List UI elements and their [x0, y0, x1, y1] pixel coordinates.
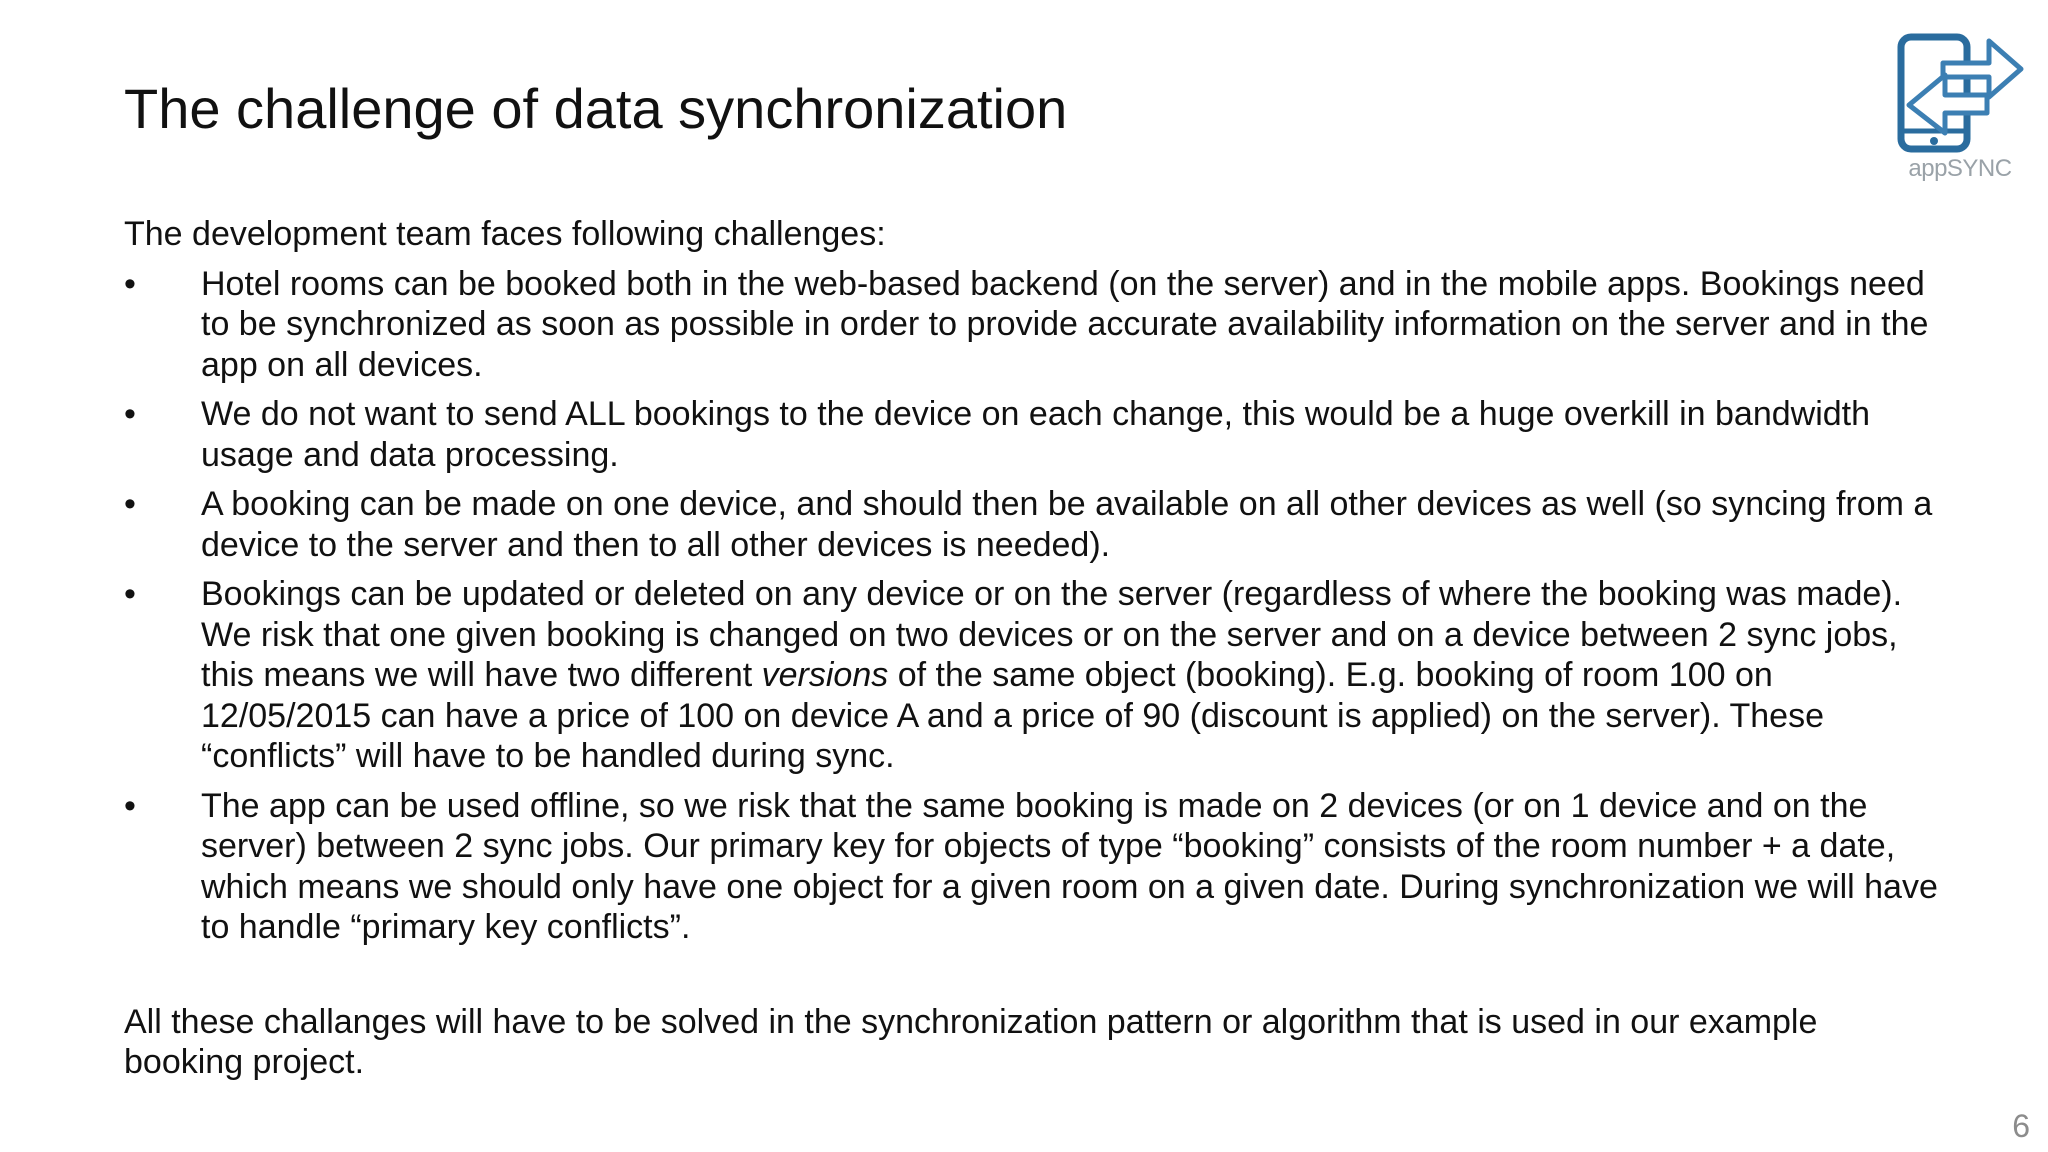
challenge-list [124, 264, 1944, 948]
bullet-icon: • [124, 395, 136, 433]
intro-text: The development team faces following challenges: [124, 215, 886, 253]
conclusion-text: All these challanges will have to be solved in the synchronization pattern or algorithm that is used in our example booking project. [124, 1002, 1818, 1081]
bullet-icon: • [124, 264, 136, 303]
bullet-text: The app can be used offline, so we risk that the same booking is made on 2 devices (or on 1 device and on the server) between 2 sync jobs. Our primary key for objects of type “booking” consists of the room number + a date, which means we should only have one object for a given room on a given date. During synchronization we will have to handle “primary key conflicts”. [201, 786, 1938, 946]
page-number: 6 [2012, 1108, 2030, 1144]
bullet-icon: • [124, 786, 136, 825]
bullet-text: A booking can be made on one device, and should then be available on all other devices as well (so syncing from a device to the server and then to all other devices is needed). [201, 485, 1933, 564]
phone-sync-arrows-icon [1893, 33, 2029, 163]
appsync-logo [1893, 33, 2029, 191]
bullet-icon: • [124, 485, 136, 523]
list-item [124, 786, 1944, 948]
slide-body [124, 214, 1944, 1083]
list-item [124, 394, 1944, 475]
bullet-icon: • [124, 575, 136, 613]
list-item [124, 264, 1944, 386]
list-item [124, 574, 1944, 777]
bullet-text-part: Bookings can be updated or deleted on any device or on the server (regardless of where the booking was made). We risk that one given booking is changed on two devices or on the server and on a device between 2 sync jobs, this means we will have two different [201, 575, 1903, 694]
bullet-text: We do not want to send ALL bookings to the device on each change, this would be a huge overkill in bandwidth usage and data processing. [201, 395, 1871, 474]
logo-text: appSYNC [1908, 155, 2012, 182]
bullet-text-part: of the same object (booking). E.g. booking of room 100 on 12/05/2015 can have a price of 100 on device A and a price of 90 (discount is applied) on the server). These “conflicts” will have to be handled during sync. [201, 656, 1824, 775]
list-item [124, 484, 1944, 565]
emphasized-word: versions [761, 656, 889, 694]
slide-title: The challenge of data synchronization [124, 77, 1068, 140]
bullet-text: Hotel rooms can be booked both in the web-based backend (on the server) and in the mobile apps. Bookings need to be synchronized as soon as possible in order to provide accurate availability information on the server and in the app on all devices. [201, 264, 1929, 384]
